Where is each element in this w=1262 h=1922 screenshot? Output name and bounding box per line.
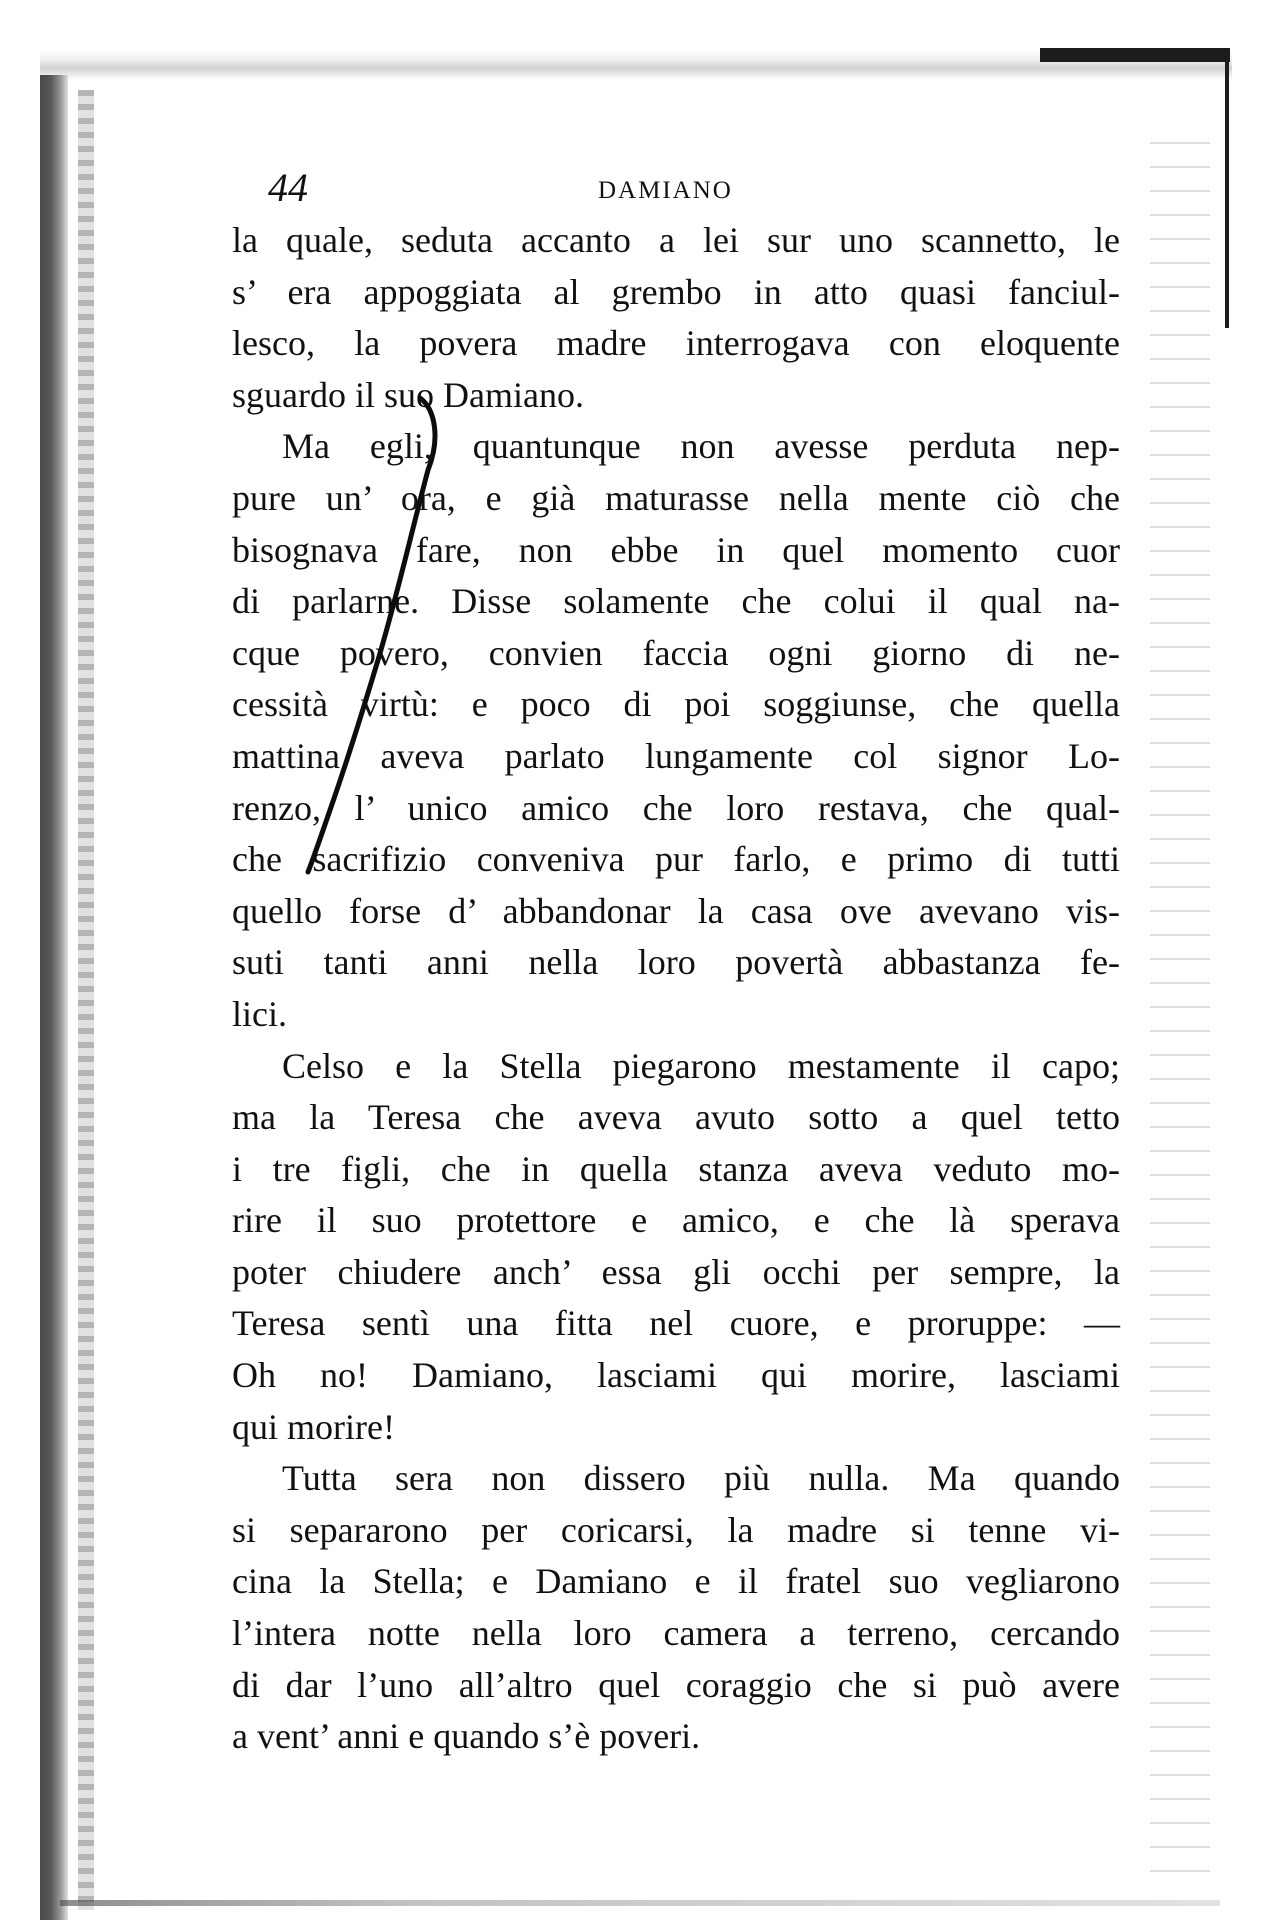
text-line: ma la Teresa che aveva avuto sotto a quel tetto (232, 1097, 1120, 1138)
body-text (232, 215, 1120, 1763)
text-line: si separarono per coricarsi, la madre si tenne vi- (232, 1509, 1120, 1550)
text-line: la quale, seduta accanto a lei sur uno scannetto, le (232, 220, 1120, 260)
page-right-margin-speckle (1150, 120, 1210, 1880)
text-line: bisognava fare, non ebbe in quel momento cuor (232, 529, 1120, 570)
text-line: lici. (232, 993, 287, 1034)
page-right-edge-shadow (1225, 48, 1229, 328)
text-line: quello forse d’ abbandonar la casa ove avevano vis- (232, 890, 1120, 931)
text-line: poter chiudere anch’ essa gli occhi per sempre, la (232, 1251, 1120, 1292)
text-line: s’ era appoggiata al grembo in atto quasi fanciul- (232, 271, 1120, 312)
book-gutter-texture (78, 90, 94, 1910)
text-line: che sacrifizio conveniva pur farlo, e primo di tutti (232, 839, 1120, 880)
text-line: a vent’ anni e quando s’è poveri. (232, 1716, 701, 1757)
page-number: 44 (268, 165, 308, 210)
text-line: Celso e la Stella piegarono mestamente il capo; (282, 1045, 1120, 1086)
text-line: Teresa sentì una fitta nel cuore, e proruppe: — (232, 1303, 1120, 1344)
text-line: Ma egli, quantunque non avesse perduta nep- (282, 426, 1120, 467)
page-corner-shadow (1040, 48, 1230, 62)
text-line: l’intera notte nella loro camera a terreno, cercando (232, 1613, 1120, 1654)
text-line: di dar l’uno all’altro quel coraggio che si può avere (232, 1664, 1120, 1705)
page-bottom-edge-shadow (60, 1900, 1220, 1906)
text-line: Tutta sera non dissero più nulla. Ma quando (282, 1458, 1120, 1499)
text-line: cina la Stella; e Damiano e il fratel suo vegliarono (232, 1561, 1120, 1602)
text-line: i tre figli, che in quella stanza aveva veduto mo- (232, 1148, 1120, 1189)
text-line: mattina aveva parlato lungamente col signor Lo- (232, 735, 1120, 776)
text-line: lesco, la povera madre interrogava con eloquente (232, 323, 1120, 364)
text-line: di parlarne. Disse solamente che colui il qual na- (232, 581, 1120, 622)
text-line: pure un’ ora, e già maturasse nella mente ciò che (232, 477, 1120, 518)
book-spine-shadow (40, 75, 68, 1920)
text-line: cessità virtù: e poco di poi soggiunse, che quella (232, 684, 1120, 725)
text-line: cque povero, convien faccia ogni giorno di ne- (232, 632, 1120, 673)
text-line: rire il suo protettore e amico, e che là sperava (232, 1200, 1120, 1241)
text-line: Oh no! Damiano, lasciami qui morire, lasciami (232, 1355, 1120, 1396)
running-head: DAMIANO (598, 177, 733, 204)
text-line: sguardo il suo Damiano. (232, 374, 584, 415)
text-line: qui morire! (232, 1406, 395, 1447)
text-line: suti tanti anni nella loro povertà abbastanza fe- (232, 942, 1120, 983)
text-line: renzo, l’ unico amico che loro restava, che qual- (232, 787, 1120, 828)
